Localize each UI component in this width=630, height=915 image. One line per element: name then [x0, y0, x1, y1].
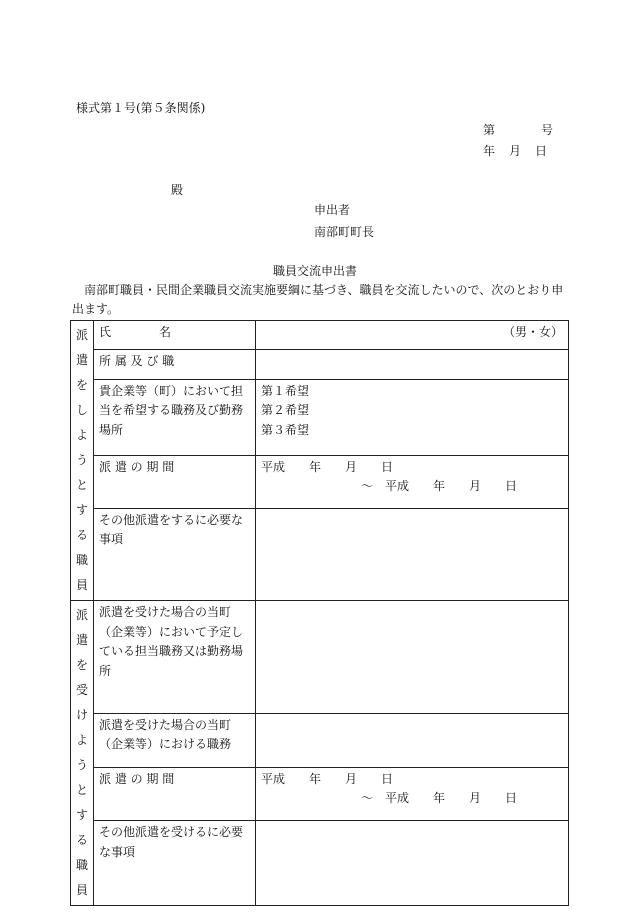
application-form-table: [70, 320, 569, 906]
choice-1: 第１希望: [261, 383, 310, 398]
name-label: 氏 名: [94, 321, 256, 350]
receiving-side-label: 派 遣 を 受 け よ う と す る 職 員: [71, 601, 94, 906]
document-date: [483, 141, 547, 162]
affiliation-field[interactable]: [256, 350, 569, 379]
other-dispatch-label: その他派遣をするに必要な事項: [94, 508, 256, 600]
receiving-period-label: 派 遣 の 期 間: [94, 767, 256, 821]
date-month: 月: [508, 144, 521, 158]
intro-paragraph: 南部町職員・民間企業職員交流実施要綱に基づき、職員を交流したいので、次のとおり申出ます。: [72, 283, 564, 316]
row-desired-duties: [71, 379, 569, 455]
planned-duties-label: 派遣を受けた場合の当町（企業等）において予定している担当職務又は勤務場所: [94, 601, 256, 714]
period-end: ～ 平成 年 月 日: [361, 479, 518, 494]
other-receiving-field[interactable]: [256, 821, 569, 906]
other-receiving-label: その他派遣を受けるに必要な事項: [94, 821, 256, 906]
addressee: 殿: [171, 183, 184, 197]
row-planned-duties: [71, 601, 569, 714]
choice-3: 第３希望: [261, 422, 310, 437]
receiving-period-field[interactable]: [256, 767, 569, 821]
dispatching-side-label: 派 遣 を し よ う と す る 職 員: [71, 321, 94, 601]
row-other-dispatch: [71, 508, 569, 600]
desired-duties-label: 貴企業等（町）において担当を希望する職務及び勤務場所: [94, 379, 256, 455]
dispatch-period-field[interactable]: [256, 455, 569, 508]
receiving-duties-field[interactable]: [256, 713, 569, 767]
gender-choice: （男・女）: [502, 325, 563, 339]
row-other-receiving: [71, 821, 569, 906]
number-prefix: 第: [483, 123, 496, 137]
choice-2: 第２希望: [261, 403, 310, 418]
date-day: 日: [534, 144, 547, 158]
document-title: 職員交流申出書: [272, 264, 357, 278]
number-suffix: 号: [540, 123, 553, 137]
applicant-name: 南部町町長: [314, 225, 375, 239]
name-field[interactable]: [256, 321, 569, 350]
planned-duties-field[interactable]: [256, 601, 569, 714]
receiving-duties-label: 派遣を受けた場合の当町（企業等）における職務: [94, 713, 256, 767]
desired-duties-field[interactable]: [256, 379, 569, 455]
receiving-period-end: ～ 平成 年 月 日: [361, 791, 518, 806]
date-year: 年: [483, 144, 496, 158]
document-number-date: [483, 120, 553, 162]
document-number: [483, 120, 553, 141]
row-affiliation: [71, 350, 569, 379]
form-number: 様式第１号(第５条関係): [76, 101, 206, 115]
row-receiving-duties: [71, 713, 569, 767]
other-dispatch-field[interactable]: [256, 508, 569, 600]
row-name: [71, 321, 569, 350]
row-dispatch-period: [71, 455, 569, 508]
receiving-period-start: 平成 年 月 日: [261, 771, 394, 786]
dispatch-period-label: 派 遣 の 期 間: [94, 455, 256, 508]
period-start: 平成 年 月 日: [261, 459, 394, 474]
affiliation-label: 所 属 及 び 職: [94, 350, 256, 379]
applicant-label: 申出者: [314, 203, 351, 217]
row-receiving-period: [71, 767, 569, 821]
